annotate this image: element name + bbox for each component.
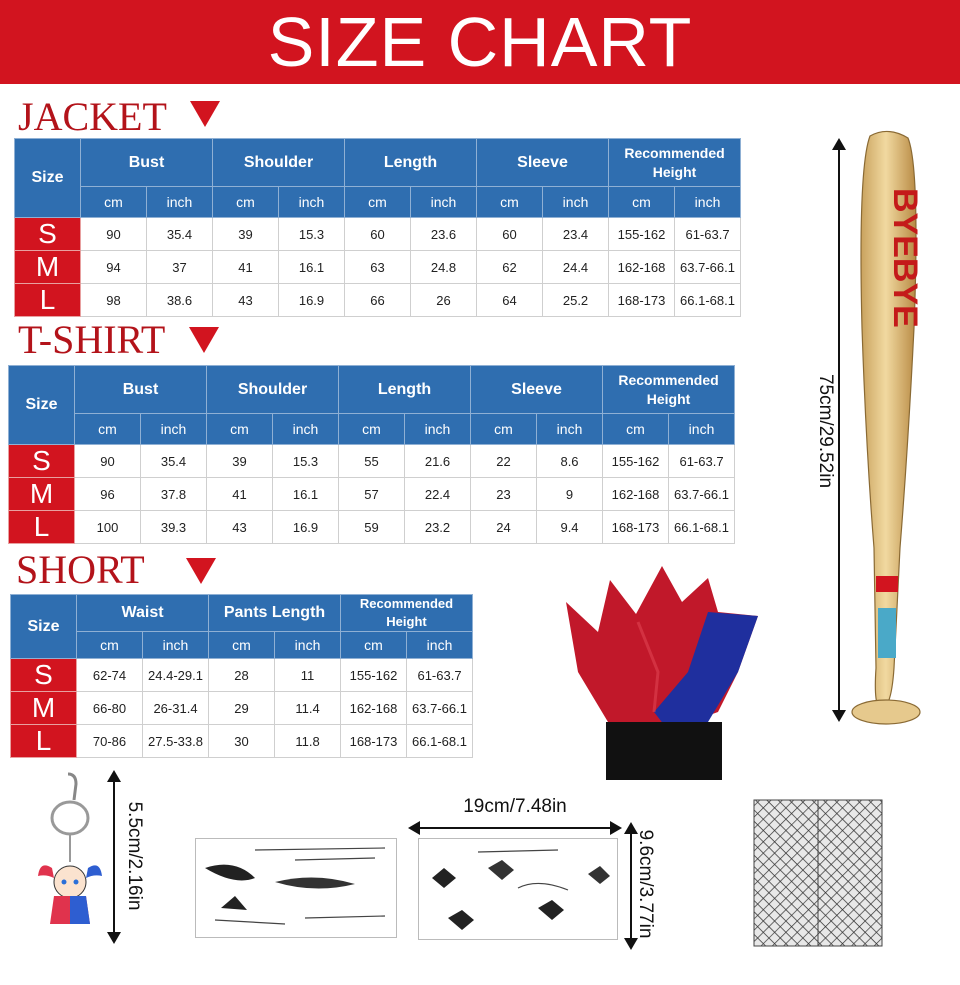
- table-row: [15, 251, 741, 284]
- bat-length-label: 75cm/29.52in: [815, 373, 836, 489]
- unit-inch: inch: [675, 187, 741, 218]
- table-cell: 16.9: [279, 284, 345, 317]
- glove-image: [558, 562, 763, 784]
- table-cell: 39.3: [141, 511, 207, 544]
- header-pants-length: Pants Length: [209, 595, 341, 632]
- table-cell: 29: [209, 692, 275, 725]
- table-cell: 21.6: [405, 445, 471, 478]
- unit-cm: cm: [207, 414, 273, 445]
- tattoo-width-label: 19cm/7.48in: [463, 796, 567, 817]
- table-cell: 162-168: [609, 251, 675, 284]
- header-shoulder: Shoulder: [207, 366, 339, 414]
- table-cell: 100: [75, 511, 141, 544]
- table-cell: 96: [75, 478, 141, 511]
- table-cell: 37: [147, 251, 213, 284]
- table-row: [9, 511, 735, 544]
- table-cell: 61-63.7: [407, 659, 473, 692]
- bat-length-arrow: [838, 140, 840, 720]
- header-bust: Bust: [75, 366, 207, 414]
- unit-inch: inch: [407, 632, 473, 659]
- header-size: Size: [11, 595, 77, 659]
- size-label: M: [11, 692, 77, 725]
- table-cell: 43: [207, 511, 273, 544]
- unit-inch: inch: [537, 414, 603, 445]
- table-cell: 70-86: [77, 725, 143, 758]
- table-cell: 63.7-66.1: [407, 692, 473, 725]
- table-cell: 11.8: [275, 725, 341, 758]
- size-label: L: [11, 725, 77, 758]
- table-cell: 168-173: [603, 511, 669, 544]
- table-cell: 16.1: [279, 251, 345, 284]
- unit-cm: cm: [345, 187, 411, 218]
- table-cell: 26-31.4: [143, 692, 209, 725]
- unit-inch: inch: [273, 414, 339, 445]
- table-row: [15, 218, 741, 251]
- unit-cm: cm: [77, 632, 143, 659]
- table-cell: 38.6: [147, 284, 213, 317]
- jacket-title: JACKET: [18, 94, 167, 139]
- table-cell: 15.3: [279, 218, 345, 251]
- table-cell: 25.2: [543, 284, 609, 317]
- table-cell: 43: [213, 284, 279, 317]
- header-size: Size: [15, 139, 81, 218]
- table-cell: 60: [477, 218, 543, 251]
- table-cell: 9: [537, 478, 603, 511]
- table-cell: 22: [471, 445, 537, 478]
- size-label: S: [15, 218, 81, 251]
- table-cell: 57: [339, 478, 405, 511]
- table-cell: 23.2: [405, 511, 471, 544]
- table-row: [15, 284, 741, 317]
- unit-cm: cm: [609, 187, 675, 218]
- header-length: Length: [339, 366, 471, 414]
- table-cell: 23.4: [543, 218, 609, 251]
- table-cell: 155-162: [603, 445, 669, 478]
- table-cell: 94: [81, 251, 147, 284]
- table-row: [11, 659, 473, 692]
- header-shoulder: Shoulder: [213, 139, 345, 187]
- keychain-height-arrow: [113, 772, 115, 942]
- table-cell: 11.4: [275, 692, 341, 725]
- fishnet-stockings-image: [752, 796, 884, 948]
- table-cell: 37.8: [141, 478, 207, 511]
- tattoo-height-label: 9.6cm/3.77in: [635, 829, 656, 939]
- table-cell: 15.3: [273, 445, 339, 478]
- table-cell: 98: [81, 284, 147, 317]
- unit-cm: cm: [213, 187, 279, 218]
- header-length: Length: [345, 139, 477, 187]
- table-cell: 23.6: [411, 218, 477, 251]
- table-cell: 62: [477, 251, 543, 284]
- table-cell: 63: [345, 251, 411, 284]
- table-cell: 9.4: [537, 511, 603, 544]
- unit-cm: cm: [603, 414, 669, 445]
- unit-inch: inch: [543, 187, 609, 218]
- size-label: M: [9, 478, 75, 511]
- jacket-down-arrow-icon: [190, 101, 220, 127]
- unit-inch: inch: [411, 187, 477, 218]
- table-cell: 66.1-68.1: [669, 511, 735, 544]
- header-recommended-height: Recommended Height: [603, 366, 735, 414]
- header-waist: Waist: [77, 595, 209, 632]
- table-row: [11, 692, 473, 725]
- table-cell: 61-63.7: [669, 445, 735, 478]
- tshirt-size-table: [8, 365, 735, 544]
- unit-inch: inch: [147, 187, 213, 218]
- table-cell: 90: [81, 218, 147, 251]
- header-bust: Bust: [81, 139, 213, 187]
- table-cell: 11: [275, 659, 341, 692]
- table-row: [11, 725, 473, 758]
- banner-title: SIZE CHART: [267, 3, 693, 81]
- unit-cm: cm: [75, 414, 141, 445]
- unit-cm: cm: [209, 632, 275, 659]
- table-cell: 16.9: [273, 511, 339, 544]
- size-label: S: [11, 659, 77, 692]
- table-cell: 24.8: [411, 251, 477, 284]
- keychain-height-label: 5.5cm/2.16in: [124, 801, 145, 911]
- table-cell: 35.4: [141, 445, 207, 478]
- size-label: L: [9, 511, 75, 544]
- table-cell: 28: [209, 659, 275, 692]
- size-label: M: [15, 251, 81, 284]
- size-chart-banner: [0, 0, 960, 84]
- table-cell: 168-173: [609, 284, 675, 317]
- table-cell: 39: [207, 445, 273, 478]
- header-recommended-height: Recommended Height: [609, 139, 741, 187]
- table-cell: 155-162: [341, 659, 407, 692]
- table-cell: 26: [411, 284, 477, 317]
- unit-inch: inch: [141, 414, 207, 445]
- table-cell: 61-63.7: [675, 218, 741, 251]
- header-recommended-height: Recommended Height: [341, 595, 473, 632]
- table-cell: 39: [213, 218, 279, 251]
- table-cell: 55: [339, 445, 405, 478]
- size-label: L: [15, 284, 81, 317]
- header-sleeve: Sleeve: [471, 366, 603, 414]
- jacket-size-table: [14, 138, 741, 317]
- table-cell: 66.1-68.1: [675, 284, 741, 317]
- tshirt-title: T-SHIRT: [18, 317, 166, 362]
- unit-cm: cm: [341, 632, 407, 659]
- table-cell: 8.6: [537, 445, 603, 478]
- unit-inch: inch: [143, 632, 209, 659]
- bat-print-text: BYEBYE: [886, 188, 924, 328]
- table-cell: 30: [209, 725, 275, 758]
- table-cell: 66.1-68.1: [407, 725, 473, 758]
- table-cell: 66-80: [77, 692, 143, 725]
- table-cell: 90: [75, 445, 141, 478]
- table-cell: 27.5-33.8: [143, 725, 209, 758]
- table-cell: 64: [477, 284, 543, 317]
- table-cell: 168-173: [341, 725, 407, 758]
- table-cell: 24: [471, 511, 537, 544]
- table-cell: 22.4: [405, 478, 471, 511]
- unit-cm: cm: [471, 414, 537, 445]
- unit-cm: cm: [81, 187, 147, 218]
- tattoo-sheet-left-image: [195, 838, 397, 938]
- table-cell: 162-168: [603, 478, 669, 511]
- unit-inch: inch: [669, 414, 735, 445]
- table-row: [9, 478, 735, 511]
- unit-inch: inch: [405, 414, 471, 445]
- table-cell: 59: [339, 511, 405, 544]
- table-cell: 63.7-66.1: [675, 251, 741, 284]
- baseball-bat-image: [848, 128, 928, 728]
- table-cell: 62-74: [77, 659, 143, 692]
- table-cell: 16.1: [273, 478, 339, 511]
- header-sleeve: Sleeve: [477, 139, 609, 187]
- table-cell: 23: [471, 478, 537, 511]
- tattoo-height-arrow: [630, 824, 632, 948]
- short-down-arrow-icon: [186, 558, 216, 584]
- tattoo-width-arrow: [410, 827, 620, 829]
- table-cell: 35.4: [147, 218, 213, 251]
- table-cell: 155-162: [609, 218, 675, 251]
- table-cell: 41: [213, 251, 279, 284]
- unit-inch: inch: [279, 187, 345, 218]
- unit-inch: inch: [275, 632, 341, 659]
- short-title: SHORT: [16, 547, 145, 592]
- table-cell: 41: [207, 478, 273, 511]
- table-row: [9, 445, 735, 478]
- keychain-image: [30, 770, 110, 942]
- table-cell: 24.4: [543, 251, 609, 284]
- table-cell: 66: [345, 284, 411, 317]
- table-cell: 60: [345, 218, 411, 251]
- table-cell: 24.4-29.1: [143, 659, 209, 692]
- tattoo-sheet-right-image: [418, 838, 618, 940]
- header-size: Size: [9, 366, 75, 445]
- size-label: S: [9, 445, 75, 478]
- unit-cm: cm: [339, 414, 405, 445]
- table-cell: 162-168: [341, 692, 407, 725]
- short-size-table: [10, 594, 473, 758]
- table-cell: 63.7-66.1: [669, 478, 735, 511]
- unit-cm: cm: [477, 187, 543, 218]
- tshirt-down-arrow-icon: [189, 327, 219, 353]
